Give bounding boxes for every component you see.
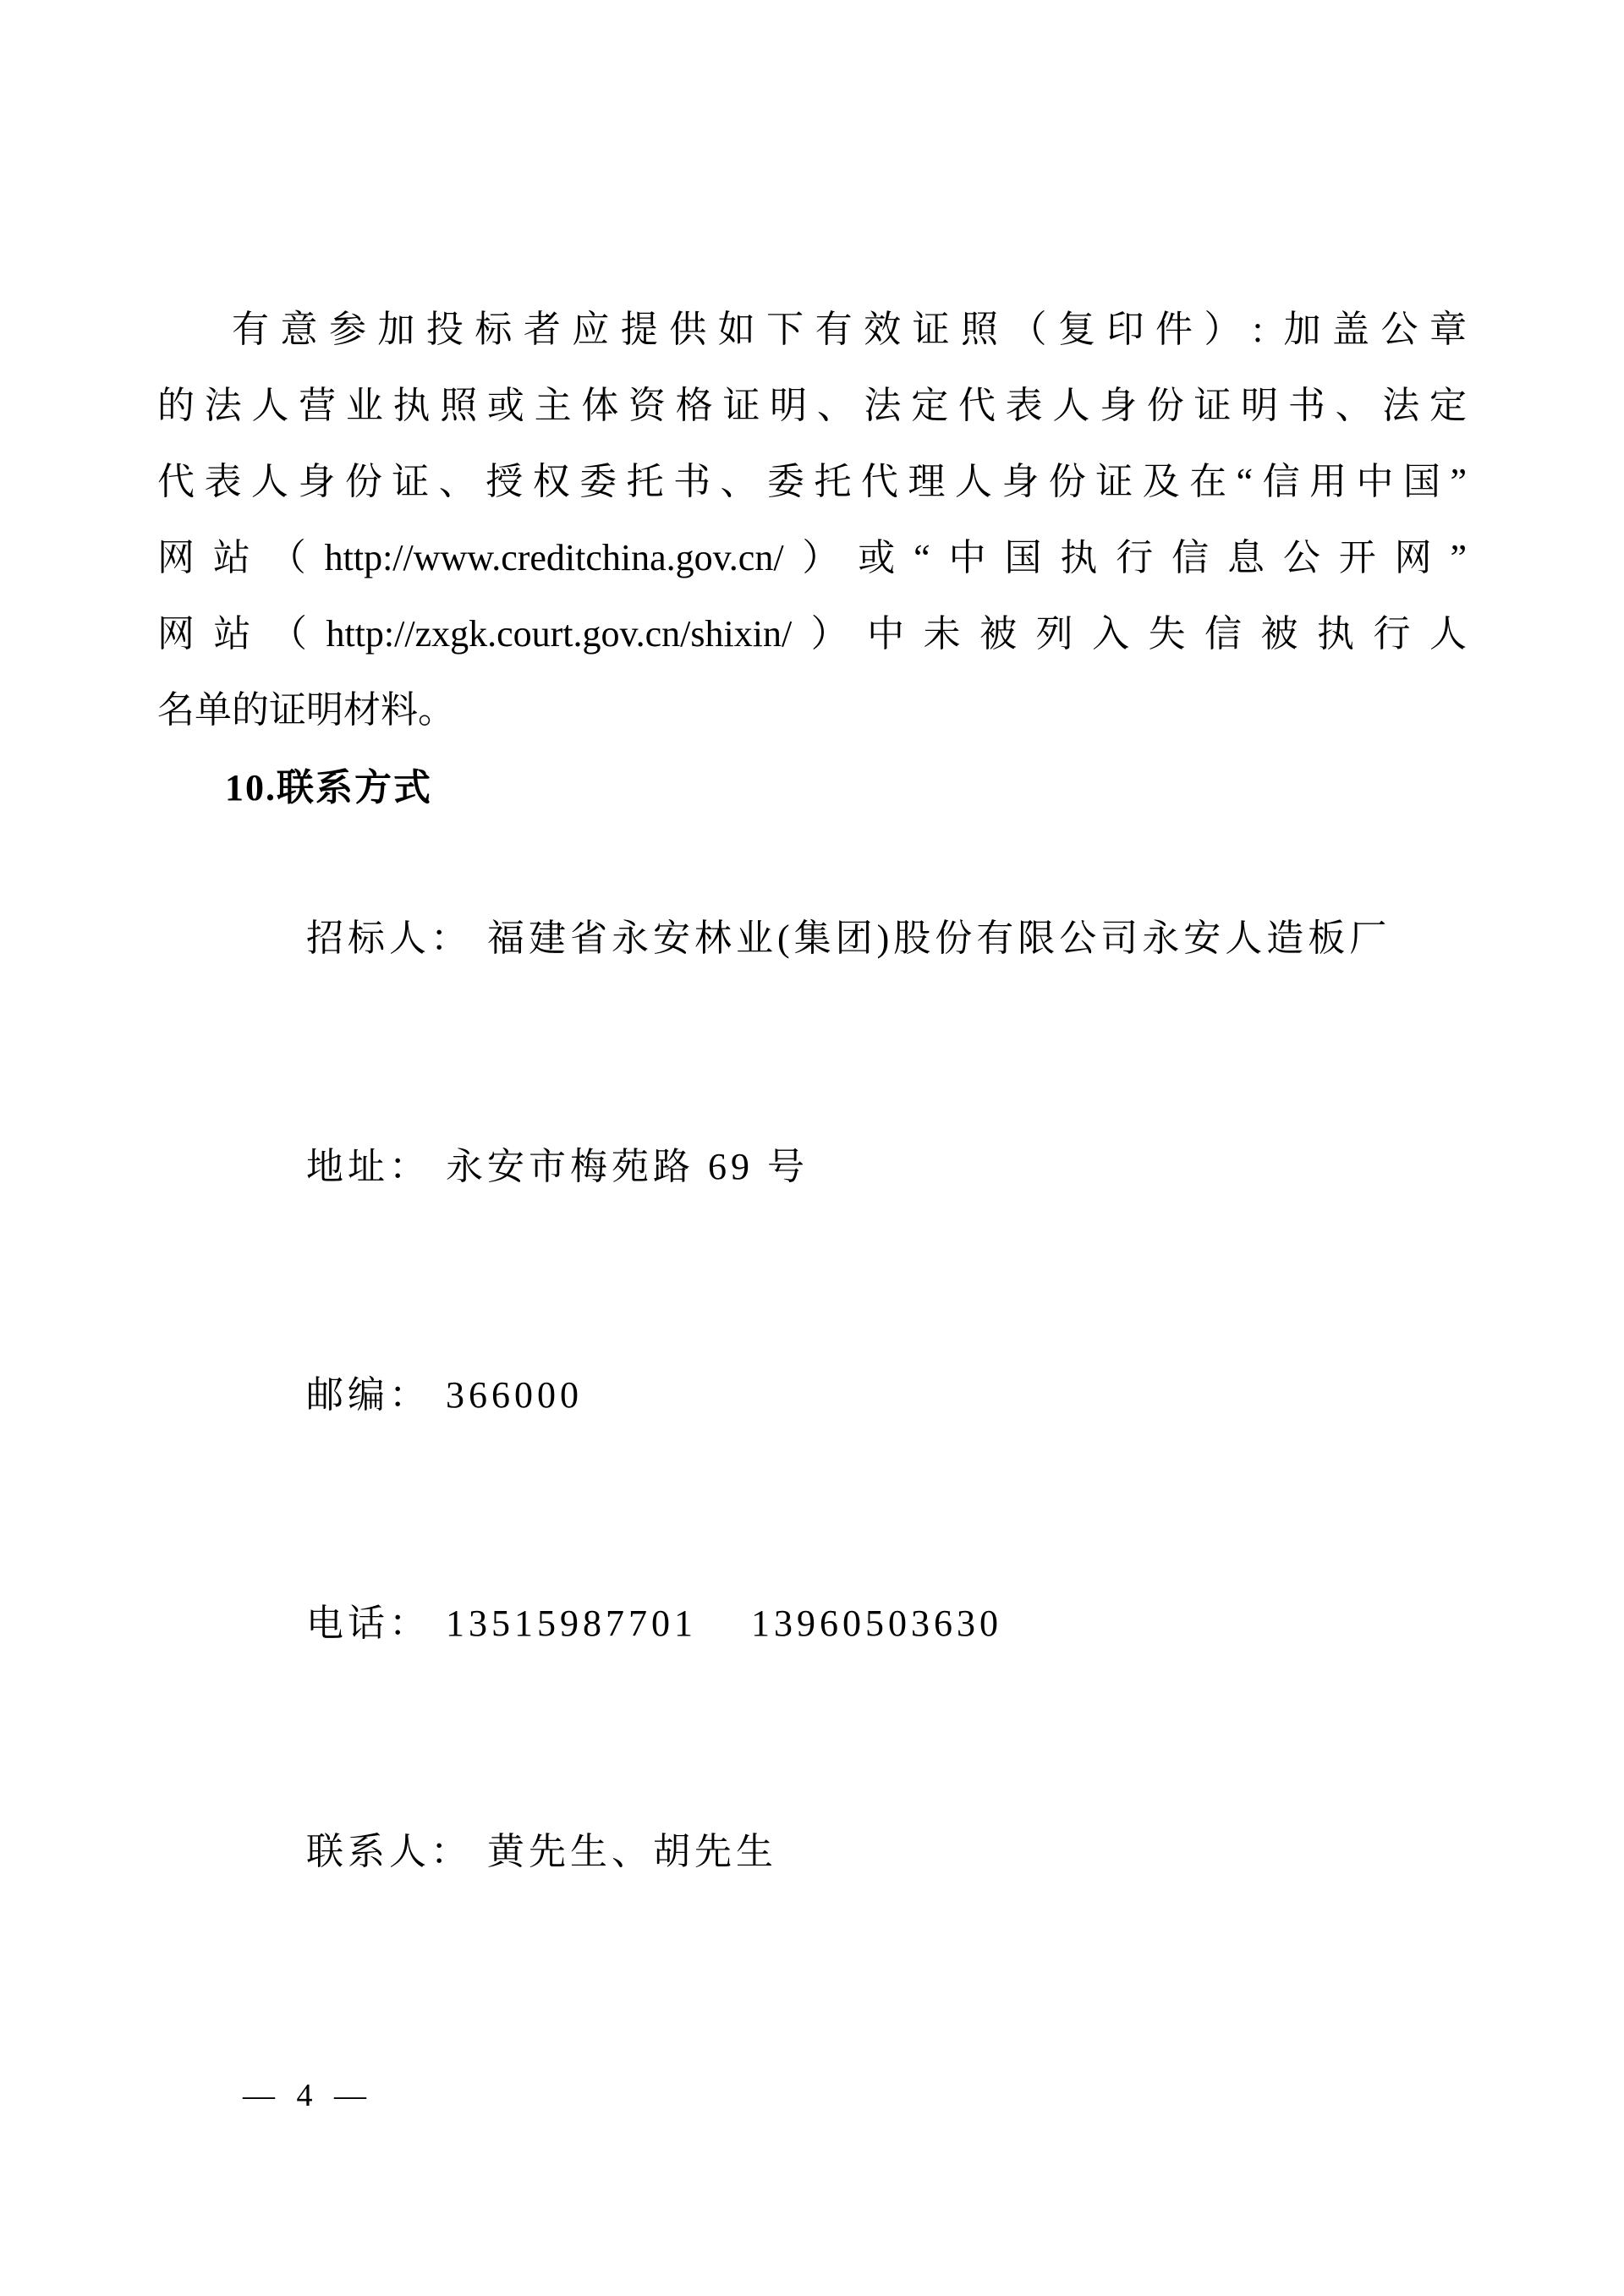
- contact-item-address: [225, 1053, 1494, 1281]
- contact-value: 黄先生、胡先生: [487, 1831, 777, 1872]
- paragraph-line: 有意参加投标者应提供如下有效证照（复印件）: 加盖公章: [232, 309, 1467, 350]
- contact-label: 电话：: [306, 1603, 431, 1644]
- page-number: — 4 —: [243, 2078, 373, 2113]
- contact-section: [225, 825, 1494, 1966]
- paragraph-line: 代表人身份证、授权委托书、委托代理人身份证及在“信用中国”: [157, 461, 1467, 502]
- contact-label: 地址：: [306, 1146, 431, 1187]
- paragraph-line-url-zxgk: 网站（http://zxgk.court.gov.cn/shixin/）中未被列入失信被执行人: [157, 613, 1467, 655]
- contact-label: 招标人：: [306, 918, 472, 959]
- contact-label: 邮编：: [306, 1374, 431, 1416]
- contact-value: 366000: [446, 1374, 583, 1416]
- contact-value: 永安市梅苑路 69 号: [446, 1146, 809, 1187]
- contact-label: 联系人：: [306, 1831, 472, 1872]
- body-paragraph: [157, 292, 1467, 748]
- contact-item-tenderer: [225, 825, 1494, 1053]
- paragraph-line-url-creditchina: 网站（http://www.creditchina.gov.cn/）或“中国执行信息公开网”: [157, 537, 1467, 578]
- contact-value: 13515987701 13960503630: [446, 1603, 1002, 1644]
- contact-section-heading: 10.联系方式: [225, 767, 432, 808]
- contact-item-contact-person: [225, 1738, 1494, 1966]
- page-footer: [243, 2074, 373, 2118]
- contact-item-phone: [225, 1510, 1494, 1738]
- contact-value: 福建省永安林业(集团)股份有限公司永安人造板厂: [487, 918, 1391, 959]
- paragraph-line: 名单的证明材料。: [157, 689, 455, 731]
- paragraph-line: 的法人营业执照或主体资格证明、法定代表人身份证明书、法定: [157, 385, 1467, 426]
- contact-item-postcode: [225, 1281, 1494, 1510]
